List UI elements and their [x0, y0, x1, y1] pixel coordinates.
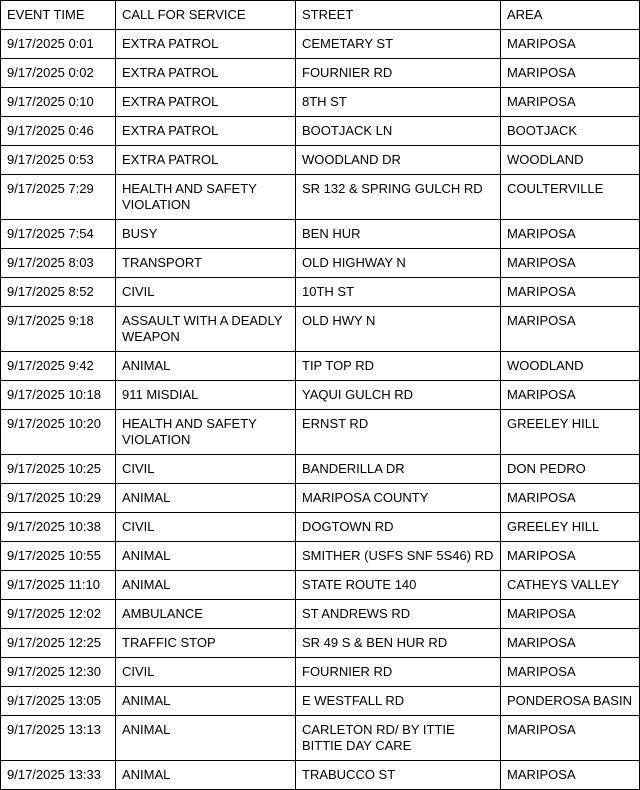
- cell-area: MARIPOSA: [501, 278, 640, 307]
- cell-call-for-service: TRANSPORT: [116, 249, 296, 278]
- cell-call-for-service: CIVIL: [116, 278, 296, 307]
- cell-call-for-service: TRAFFIC STOP: [116, 629, 296, 658]
- cell-event-time: 9/17/2025 7:54: [1, 220, 116, 249]
- cell-event-time: 9/17/2025 7:29: [1, 175, 116, 220]
- cell-area: WOODLAND: [501, 146, 640, 175]
- cell-call-for-service: EXTRA PATROL: [116, 59, 296, 88]
- table-row: [1, 352, 640, 381]
- cell-event-time: 9/17/2025 9:18: [1, 307, 116, 352]
- cell-call-for-service: ANIMAL: [116, 687, 296, 716]
- cell-event-time: 9/17/2025 13:05: [1, 687, 116, 716]
- cell-area: BOOTJACK: [501, 117, 640, 146]
- cell-call-for-service: EXTRA PATROL: [116, 30, 296, 59]
- cell-event-time: 9/17/2025 10:18: [1, 381, 116, 410]
- table-row: [1, 716, 640, 761]
- cell-event-time: 9/17/2025 13:33: [1, 761, 116, 790]
- cell-street: SR 49 S & BEN HUR RD: [296, 629, 501, 658]
- cell-call-for-service: EXTRA PATROL: [116, 88, 296, 117]
- cell-street: OLD HIGHWAY N: [296, 249, 501, 278]
- cell-event-time: 9/17/2025 11:10: [1, 571, 116, 600]
- cell-street: OLD HWY N: [296, 307, 501, 352]
- cell-street: STATE ROUTE 140: [296, 571, 501, 600]
- cell-street: 8TH ST: [296, 88, 501, 117]
- table-row: [1, 455, 640, 484]
- cell-area: GREELEY HILL: [501, 513, 640, 542]
- cell-event-time: 9/17/2025 10:55: [1, 542, 116, 571]
- cell-call-for-service: ANIMAL: [116, 352, 296, 381]
- cell-street: WOODLAND DR: [296, 146, 501, 175]
- table-row: [1, 600, 640, 629]
- cell-area: MARIPOSA: [501, 88, 640, 117]
- header-area: AREA: [501, 1, 640, 30]
- cell-street: CEMETARY ST: [296, 30, 501, 59]
- cell-event-time: 9/17/2025 12:25: [1, 629, 116, 658]
- cell-area: MARIPOSA: [501, 484, 640, 513]
- header-street: STREET: [296, 1, 501, 30]
- cell-call-for-service: HEALTH AND SAFETY VIOLATION: [116, 175, 296, 220]
- cell-street: ERNST RD: [296, 410, 501, 455]
- cell-call-for-service: ANIMAL: [116, 716, 296, 761]
- cell-call-for-service: BUSY: [116, 220, 296, 249]
- table-row: [1, 117, 640, 146]
- cell-area: COULTERVILLE: [501, 175, 640, 220]
- cell-event-time: 9/17/2025 10:25: [1, 455, 116, 484]
- cell-call-for-service: 911 MISDIAL: [116, 381, 296, 410]
- cell-street: ST ANDREWS RD: [296, 600, 501, 629]
- table-row: [1, 542, 640, 571]
- cell-area: MARIPOSA: [501, 761, 640, 790]
- table-row: [1, 278, 640, 307]
- cell-street: TIP TOP RD: [296, 352, 501, 381]
- cell-area: MARIPOSA: [501, 658, 640, 687]
- cell-area: MARIPOSA: [501, 716, 640, 761]
- cell-street: BEN HUR: [296, 220, 501, 249]
- cell-event-time: 9/17/2025 8:03: [1, 249, 116, 278]
- cell-event-time: 9/17/2025 8:52: [1, 278, 116, 307]
- table-header-row: [1, 1, 640, 30]
- header-event-time: EVENT TIME: [1, 1, 116, 30]
- table-row: [1, 484, 640, 513]
- cell-street: SR 132 & SPRING GULCH RD: [296, 175, 501, 220]
- cell-event-time: 9/17/2025 10:20: [1, 410, 116, 455]
- cell-street: E WESTFALL RD: [296, 687, 501, 716]
- cell-street: 10TH ST: [296, 278, 501, 307]
- cell-event-time: 9/17/2025 9:42: [1, 352, 116, 381]
- cell-street: MARIPOSA COUNTY: [296, 484, 501, 513]
- cell-area: MARIPOSA: [501, 30, 640, 59]
- cell-area: MARIPOSA: [501, 59, 640, 88]
- table-row: [1, 571, 640, 600]
- cell-street: SMITHER (USFS SNF 5S46) RD: [296, 542, 501, 571]
- cell-street: FOURNIER RD: [296, 658, 501, 687]
- cell-area: MARIPOSA: [501, 249, 640, 278]
- table-row: [1, 761, 640, 790]
- cell-event-time: 9/17/2025 0:10: [1, 88, 116, 117]
- header-call-for-service: CALL FOR SERVICE: [116, 1, 296, 30]
- table-row: [1, 146, 640, 175]
- cell-area: WOODLAND: [501, 352, 640, 381]
- table-row: [1, 513, 640, 542]
- cell-area: MARIPOSA: [501, 381, 640, 410]
- cell-event-time: 9/17/2025 0:01: [1, 30, 116, 59]
- cell-street: CARLETON RD/ BY ITTIE BITTIE DAY CARE: [296, 716, 501, 761]
- cell-event-time: 9/17/2025 12:02: [1, 600, 116, 629]
- cell-call-for-service: HEALTH AND SAFETY VIOLATION: [116, 410, 296, 455]
- table-row: [1, 249, 640, 278]
- cell-street: DOGTOWN RD: [296, 513, 501, 542]
- cell-area: MARIPOSA: [501, 220, 640, 249]
- cell-street: YAQUI GULCH RD: [296, 381, 501, 410]
- cell-area: PONDEROSA BASIN: [501, 687, 640, 716]
- table-row: [1, 220, 640, 249]
- cell-street: TRABUCCO ST: [296, 761, 501, 790]
- table-row: [1, 30, 640, 59]
- cell-call-for-service: ASSAULT WITH A DEADLY WEAPON: [116, 307, 296, 352]
- cell-call-for-service: EXTRA PATROL: [116, 146, 296, 175]
- cell-call-for-service: AMBULANCE: [116, 600, 296, 629]
- cell-street: BOOTJACK LN: [296, 117, 501, 146]
- cell-call-for-service: ANIMAL: [116, 484, 296, 513]
- cell-street: BANDERILLA DR: [296, 455, 501, 484]
- cell-call-for-service: ANIMAL: [116, 761, 296, 790]
- cell-area: MARIPOSA: [501, 542, 640, 571]
- cell-event-time: 9/17/2025 10:29: [1, 484, 116, 513]
- table-row: [1, 381, 640, 410]
- table-row: [1, 658, 640, 687]
- cell-area: MARIPOSA: [501, 307, 640, 352]
- table-row: [1, 175, 640, 220]
- table-row: [1, 59, 640, 88]
- cell-call-for-service: ANIMAL: [116, 542, 296, 571]
- table-row: [1, 687, 640, 716]
- cell-event-time: 9/17/2025 12:30: [1, 658, 116, 687]
- cell-event-time: 9/17/2025 13:13: [1, 716, 116, 761]
- table-body: [1, 30, 640, 790]
- cell-event-time: 9/17/2025 0:46: [1, 117, 116, 146]
- cell-area: DON PEDRO: [501, 455, 640, 484]
- table-row: [1, 88, 640, 117]
- cell-event-time: 9/17/2025 10:38: [1, 513, 116, 542]
- cell-event-time: 9/17/2025 0:53: [1, 146, 116, 175]
- cell-call-for-service: CIVIL: [116, 513, 296, 542]
- cell-event-time: 9/17/2025 0:02: [1, 59, 116, 88]
- cell-call-for-service: CIVIL: [116, 455, 296, 484]
- cell-area: MARIPOSA: [501, 629, 640, 658]
- cell-area: MARIPOSA: [501, 600, 640, 629]
- cell-area: CATHEYS VALLEY: [501, 571, 640, 600]
- cell-call-for-service: CIVIL: [116, 658, 296, 687]
- table-row: [1, 410, 640, 455]
- table-row: [1, 629, 640, 658]
- cell-area: GREELEY HILL: [501, 410, 640, 455]
- cell-call-for-service: EXTRA PATROL: [116, 117, 296, 146]
- cell-call-for-service: ANIMAL: [116, 571, 296, 600]
- cell-street: FOURNIER RD: [296, 59, 501, 88]
- table-row: [1, 307, 640, 352]
